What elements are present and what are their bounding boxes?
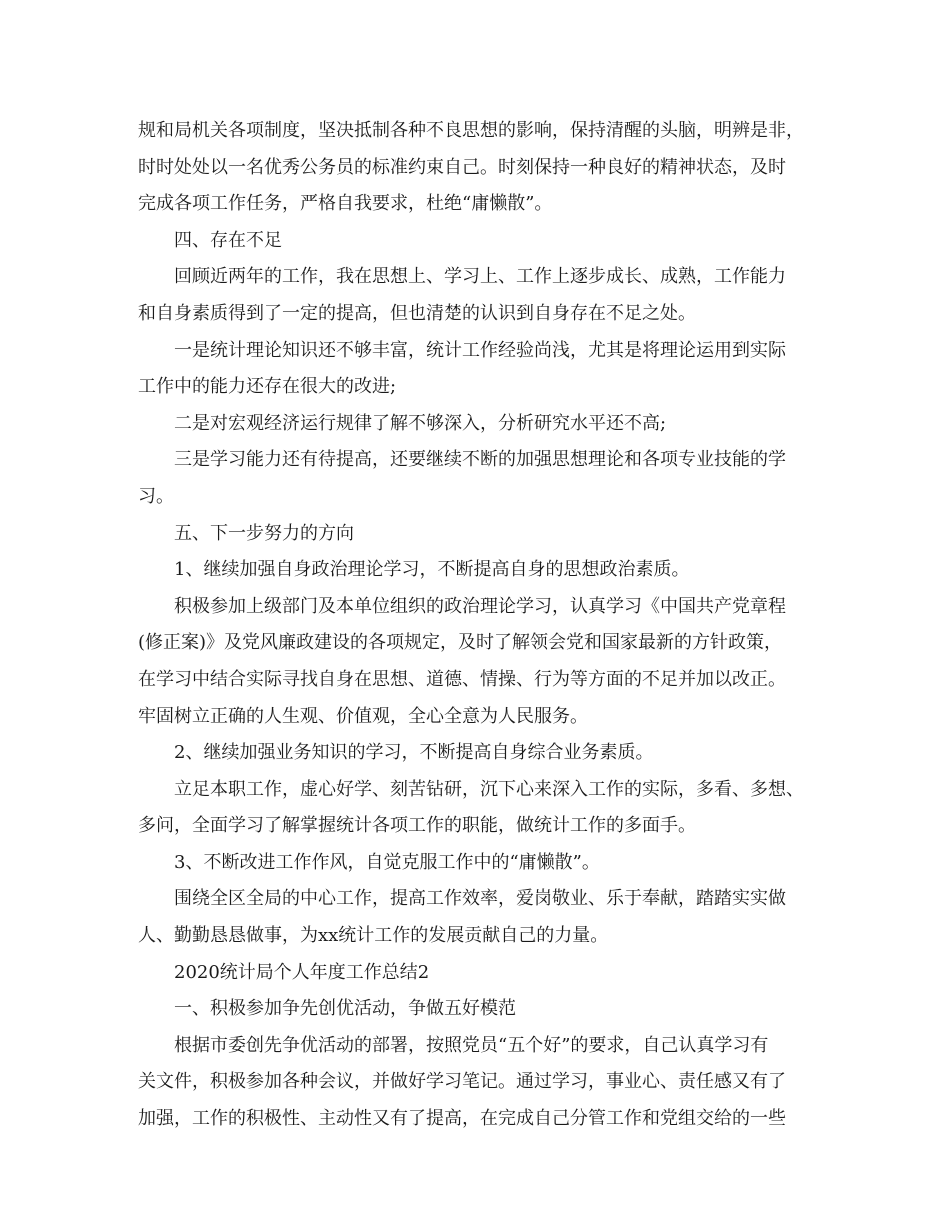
text-line: 和自身素质得到了一定的提高，但也清楚的认识到自身存在不足之处。 [138,302,696,324]
subsection-heading: 1、继续加强自身政治理论学习，不断提高自身的思想政治素质。 [174,559,690,581]
text-line: 习。 [138,485,174,507]
text-line: 二是对宏观经济运行规律了解不够深入，分析研究水平还不高; [174,412,667,434]
document-subtitle: 2020统计局个人年度工作总结2 [174,961,430,983]
text-line: 多问，全面学习了解掌握统计各项工作的职能，做统计工作的多面手。 [138,815,696,837]
text-line: 一是统计理论知识还不够丰富，统计工作经验尚浅，尤其是将理论运用到实际 [174,339,786,361]
text-line: (修正案)》及党风廉政建设的各项规定，及时了解领会党和国家最新的方针政策， [138,632,783,654]
text-line: 三是学习能力还有待提高，还要继续不断的加强思想理论和各项专业技能的学 [174,449,786,471]
section-heading: 四、存在不足 [174,229,282,251]
text-line: 牢固树立正确的人生观、价值观，全心全意为人民服务。 [138,705,588,727]
text-line: 完成各项工作任务，严格自我要求，杜绝“庸懒散”。 [138,193,553,215]
text-line: 围绕全区全局的中心工作，提高工作效率，爱岗敬业、乐于奉献，踏踏实实做 [174,888,786,910]
text-line: 关文件，积极参加各种会议，并做好学习笔记。通过学习，事业心、责任感又有了 [138,1071,786,1093]
text-line: 根据市委创先争优活动的部署，按照党员“五个好”的要求，自己认真学习有 [174,1034,769,1056]
section-heading: 五、下一步努力的方向 [174,522,354,544]
section-heading: 一、积极参加争先创优活动，争做五好模范 [174,998,516,1020]
document-body [138,113,828,1138]
text-line: 加强，工作的积极性、主动性又有了提高，在完成自己分管工作和党组交给的一些 [138,1108,786,1130]
text-line: 规和局机关各项制度，坚决抵制各种不良思想的影响，保持清醒的头脑，明辨是非， [138,120,804,141]
text-line: 积极参加上级部门及本单位组织的政治理论学习，认真学习《中国共产党章程 [174,595,786,617]
text-line: 回顾近两年的工作，我在思想上、学习上、工作上逐步成长、成熟，工作能力 [174,266,786,288]
text-line: 立足本职工作，虚心好学、刻苦钻研，沉下心来深入工作的实际，多看、多想、 [174,778,804,800]
text-line: 工作中的能力还存在很大的改进; [138,376,397,398]
subsection-heading: 2、继续加强业务知识的学习，不断提高自身综合业务素质。 [174,742,654,764]
text-line: 在学习中结合实际寻找自身在思想、道德、情操、行为等方面的不足并加以改正。 [138,668,786,690]
text-line: 时时处处以一名优秀公务员的标准约束自己。时刻保持一种良好的精神状态，及时 [138,156,786,178]
text-line: 人、勤勤恳恳做事，为xx统计工作的发展贡献自己的力量。 [138,925,609,947]
subsection-heading: 3、不断改进工作作风，自觉克服工作中的“庸懒散”。 [174,851,600,873]
